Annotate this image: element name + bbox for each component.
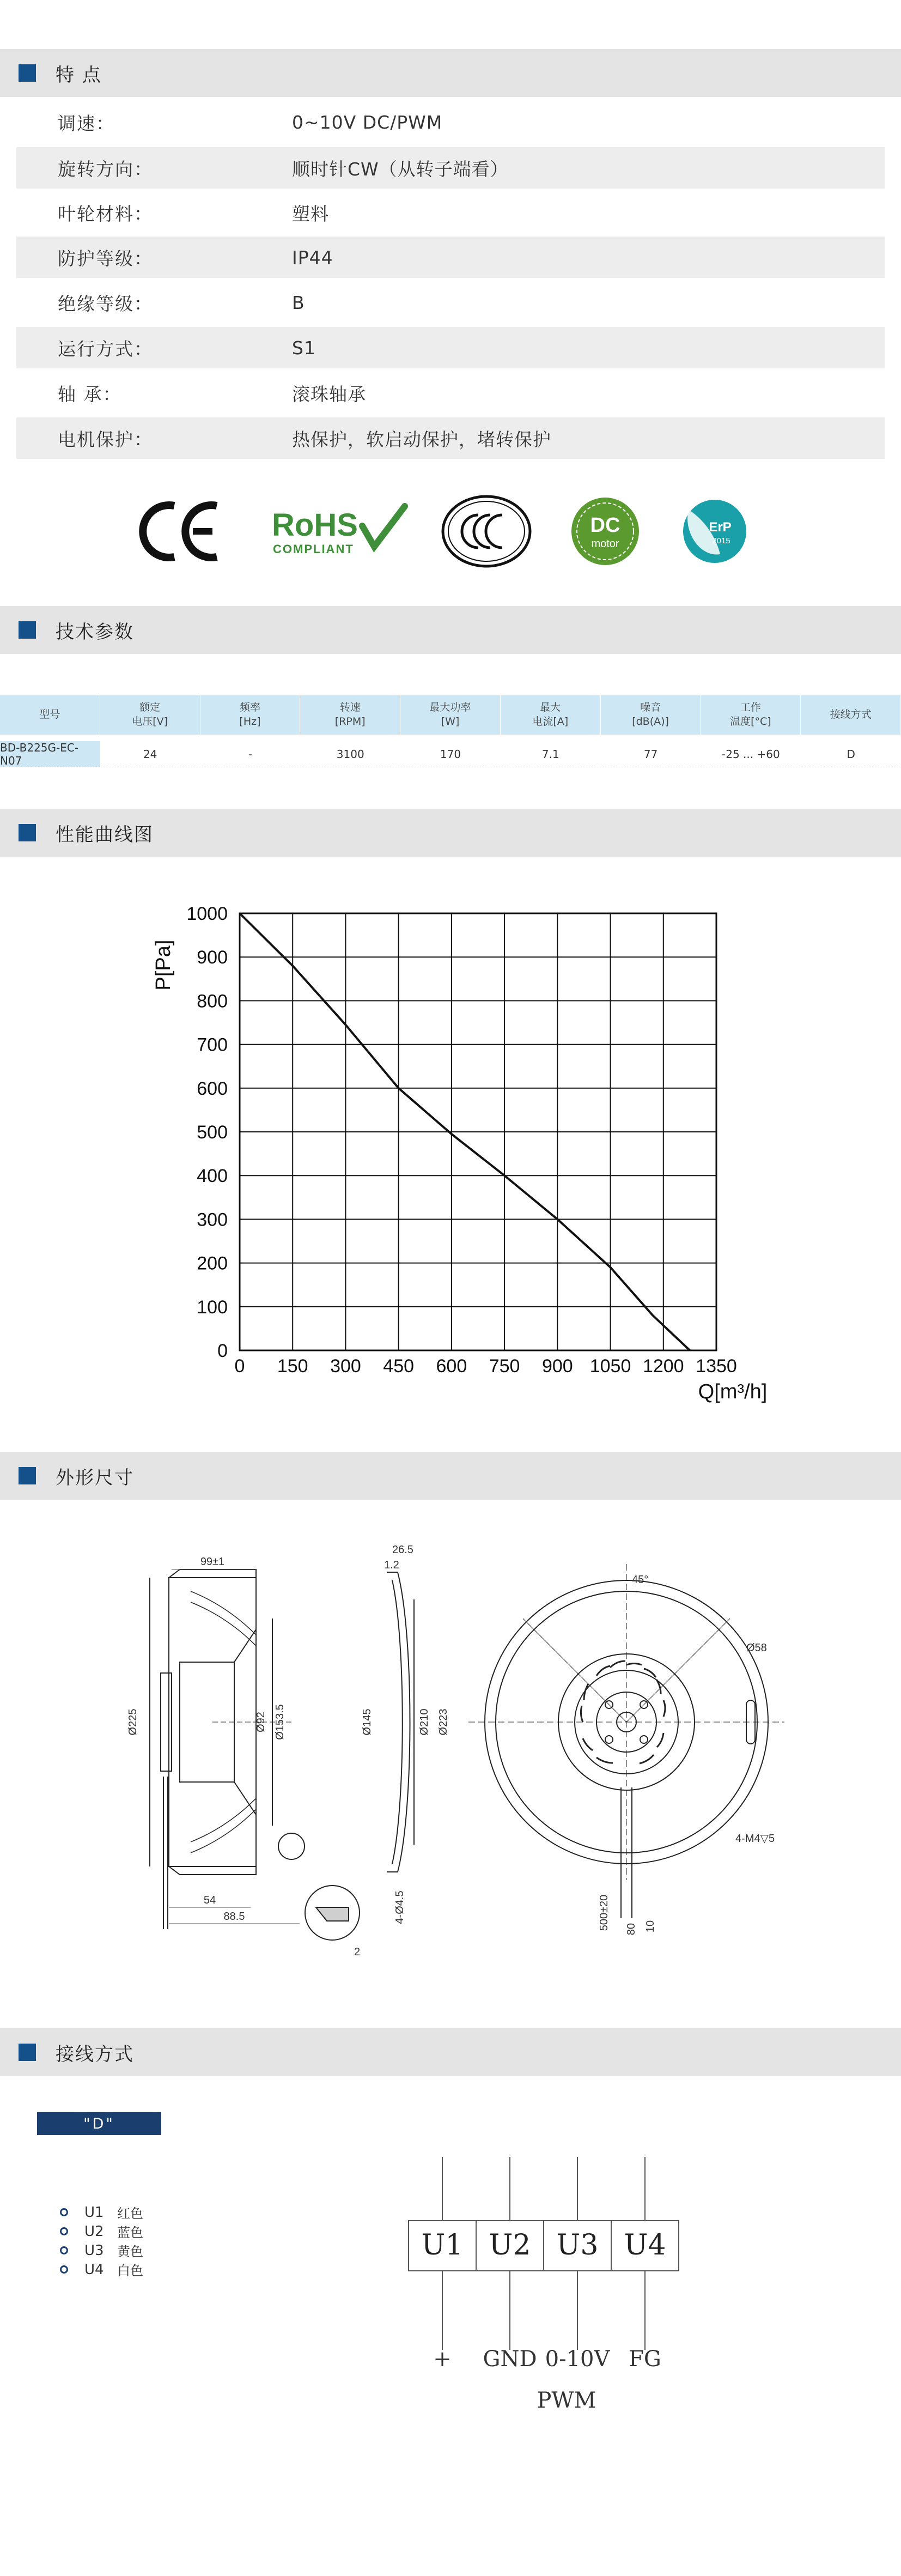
section-marker-icon xyxy=(19,824,36,841)
svg-text:Ø225: Ø225 xyxy=(127,1708,139,1736)
y-tick-label: 900 xyxy=(197,947,228,968)
section-marker-icon xyxy=(19,2044,36,2061)
wire-item xyxy=(60,2241,143,2260)
wiring-type-tag: "D" xyxy=(37,2112,161,2135)
wire-item xyxy=(60,2260,143,2279)
feature-row xyxy=(16,417,885,459)
spec-header-text: 噪音 xyxy=(640,701,661,714)
spec-value-cell: - xyxy=(248,747,253,761)
spec-header-cell xyxy=(801,695,901,735)
spec-header-text: 型号 xyxy=(39,708,60,721)
terminal-label: U4 xyxy=(624,2229,666,2262)
bullet-circle-icon xyxy=(60,2227,68,2235)
x-tick-label: 450 xyxy=(383,1356,415,1377)
feature-label: 叶轮材料： xyxy=(58,203,153,225)
feature-row xyxy=(16,237,885,278)
feature-row xyxy=(16,147,885,189)
svg-text:2: 2 xyxy=(354,1946,361,1958)
feature-value: S1 xyxy=(292,337,316,359)
feature-label: 防护等级： xyxy=(58,247,153,269)
fan-front-view xyxy=(468,1564,784,1918)
spec-value-cell: 170 xyxy=(440,747,461,761)
svg-text:motor: motor xyxy=(591,538,619,550)
svg-text:Ø223: Ø223 xyxy=(437,1708,449,1736)
terminal-label: U3 xyxy=(556,2229,599,2262)
spec-table-row xyxy=(0,741,901,767)
wire-color: 红色 xyxy=(117,2206,143,2221)
feature-row xyxy=(16,372,885,414)
spec-value-cell: 77 xyxy=(643,747,658,761)
signal-label: FG xyxy=(629,2347,661,2372)
detail-view xyxy=(305,1886,360,1940)
spec-value-cell: 7.1 xyxy=(541,747,559,761)
x-tick-label: 150 xyxy=(277,1356,308,1377)
svg-text:1.2: 1.2 xyxy=(384,1559,399,1571)
wire-color: 蓝色 xyxy=(117,2225,143,2240)
pwm-label: PWM xyxy=(537,2388,596,2413)
svg-text:Ø58: Ø58 xyxy=(746,1642,767,1654)
wire-item xyxy=(60,2222,143,2241)
spec-header-cell xyxy=(400,695,501,735)
section-features-header xyxy=(0,49,901,97)
svg-text:COMPLIANT: COMPLIANT xyxy=(273,542,354,556)
section-tech-header xyxy=(0,606,901,654)
spec-value-cell: D xyxy=(847,747,855,761)
spec-header-cell xyxy=(300,695,400,735)
performance-chart xyxy=(125,888,768,1411)
spec-value-cell: 24 xyxy=(143,747,157,761)
x-tick-label: 300 xyxy=(330,1356,361,1377)
feature-value: 滚珠轴承 xyxy=(292,383,366,405)
feature-value: IP44 xyxy=(292,246,333,268)
section-title: 技术参数 xyxy=(56,621,134,643)
y-tick-label: 0 xyxy=(217,1341,228,1361)
feature-row xyxy=(16,192,885,233)
y-tick-label: 100 xyxy=(197,1296,228,1318)
feature-label: 运行方式： xyxy=(58,338,153,360)
spec-header-text: 额定 xyxy=(139,701,161,714)
feature-label: 绝缘等级： xyxy=(58,293,153,314)
svg-text:45°: 45° xyxy=(632,1574,649,1586)
svg-text:DC: DC xyxy=(590,514,620,537)
rohs-logo-icon xyxy=(270,499,411,564)
feature-value: 0~10V DC/PWM xyxy=(292,111,443,133)
spec-header-text: 工作 xyxy=(740,701,761,714)
bullet-circle-icon xyxy=(60,2265,68,2274)
svg-text:Ø210: Ø210 xyxy=(418,1708,430,1736)
x-tick-label: 600 xyxy=(436,1356,467,1377)
spec-header-cell xyxy=(200,695,301,735)
svg-text:10: 10 xyxy=(644,1920,656,1933)
section-title: 外形尺寸 xyxy=(56,1466,134,1489)
svg-text:4-M4▽5: 4-M4▽5 xyxy=(735,1833,775,1845)
spec-header-cell xyxy=(501,695,601,735)
spec-header-text: [W] xyxy=(441,716,460,728)
spec-header-text: [dB(A)] xyxy=(632,716,669,728)
y-tick-label: 200 xyxy=(197,1253,228,1274)
spec-header-cell xyxy=(100,695,200,735)
spec-header-text: 温度[°C] xyxy=(730,716,771,728)
spec-header-cell xyxy=(701,695,801,735)
spec-header-text: 频率 xyxy=(239,701,260,714)
bullet-circle-icon xyxy=(60,2208,68,2216)
spec-header-text: 最大 xyxy=(540,701,561,714)
svg-text:99±1: 99±1 xyxy=(200,1556,225,1568)
svg-text:4-Ø4.5: 4-Ø4.5 xyxy=(394,1890,406,1924)
spec-value-cell: -25 ... +60 xyxy=(722,747,780,761)
svg-text:Ø145: Ø145 xyxy=(361,1708,373,1736)
terminal-diagram xyxy=(403,2153,686,2436)
y-tick-label: 600 xyxy=(197,1078,228,1099)
feature-label: 电机保护： xyxy=(58,428,153,450)
erp-logo-icon xyxy=(678,493,751,567)
spec-table-header xyxy=(0,695,901,735)
section-marker-icon xyxy=(19,1467,36,1484)
ce-label: CE xyxy=(136,490,137,491)
y-tick-label: 500 xyxy=(197,1122,228,1143)
svg-text:54: 54 xyxy=(203,1894,216,1906)
spec-header-text: 电流[A] xyxy=(532,716,569,728)
spec-header-text: 接线方式 xyxy=(830,708,872,721)
x-tick-label: 900 xyxy=(541,1356,573,1377)
feature-row xyxy=(16,282,885,323)
spec-header-text: [RPM] xyxy=(334,716,366,728)
y-tick-label: 400 xyxy=(197,1166,228,1187)
y-tick-label: 700 xyxy=(197,1034,228,1056)
wire-code: U3 xyxy=(84,2242,104,2259)
ccc-logo-icon xyxy=(440,493,533,569)
spec-header-cell xyxy=(601,695,701,735)
spec-header-cell xyxy=(0,695,100,735)
feature-row xyxy=(16,327,885,368)
x-axis-label: Q[m³/h] xyxy=(698,1380,768,1403)
feature-label: 轴 承： xyxy=(58,383,122,405)
section-wiring-header xyxy=(0,2028,901,2076)
feature-row xyxy=(16,101,885,143)
section-marker-icon xyxy=(19,621,36,639)
feature-value: B xyxy=(292,292,305,313)
section-title: 接线方式 xyxy=(56,2043,134,2065)
fan-side-view xyxy=(150,1569,305,1929)
svg-text:88.5: 88.5 xyxy=(223,1911,245,1923)
spec-model-cell: BD-B225G-EC-N07 xyxy=(0,741,100,767)
section-curve-header xyxy=(0,809,901,857)
feature-value: 热保护，软启动保护，堵转保护 xyxy=(292,428,551,450)
section-marker-icon xyxy=(19,64,36,82)
terminal-label: U2 xyxy=(489,2229,531,2262)
svg-text:Ø92: Ø92 xyxy=(255,1712,267,1732)
wire-code: U1 xyxy=(84,2204,104,2221)
spec-header-text: 转速 xyxy=(339,701,361,714)
wire-code: U4 xyxy=(84,2261,104,2278)
x-tick-label: 1050 xyxy=(589,1356,631,1377)
svg-text:ErP: ErP xyxy=(709,520,732,535)
feature-value: 塑料 xyxy=(292,203,329,225)
spec-header-text: [Hz] xyxy=(239,716,261,728)
dimension-drawing xyxy=(109,1537,817,1984)
x-tick-label: 1200 xyxy=(642,1356,684,1377)
y-tick-label: 800 xyxy=(197,991,228,1012)
section-title: 特 点 xyxy=(56,64,102,86)
dc-motor-logo-icon xyxy=(570,496,641,567)
spec-header-text: 电压[V] xyxy=(132,716,168,728)
impeller-blades xyxy=(581,1661,665,1763)
wire-color: 白色 xyxy=(117,2263,143,2278)
spec-value-cell: 3100 xyxy=(336,747,364,761)
svg-text:2015: 2015 xyxy=(712,536,730,545)
x-tick-label: 750 xyxy=(489,1356,520,1377)
signal-label: GND xyxy=(483,2347,537,2372)
x-tick-label: 0 xyxy=(234,1356,245,1377)
signal-label: + xyxy=(433,2347,452,2372)
fan-profile-view xyxy=(387,1572,414,1872)
svg-text:CCC: CCC xyxy=(440,493,442,494)
y-axis-label: P[Pa] xyxy=(152,940,175,991)
svg-text:RoHS: RoHS xyxy=(272,507,358,543)
svg-text:Ø153.5: Ø153.5 xyxy=(274,1704,286,1740)
x-tick-label: 1350 xyxy=(696,1356,737,1377)
svg-text:26.5: 26.5 xyxy=(392,1544,413,1556)
ce-mark-icon xyxy=(136,490,223,572)
wire-item xyxy=(60,2203,143,2222)
feature-value: 顺时针CW（从转子端看） xyxy=(292,158,509,180)
bullet-circle-icon xyxy=(60,2246,68,2254)
feature-label: 调速： xyxy=(58,112,115,134)
y-tick-label: 300 xyxy=(197,1209,228,1231)
wire-color: 黄色 xyxy=(117,2244,143,2259)
terminal-label: U1 xyxy=(421,2229,464,2262)
signal-label: 0-10V xyxy=(545,2347,610,2372)
section-title: 性能曲线图 xyxy=(56,823,154,846)
svg-text:80: 80 xyxy=(625,1923,637,1936)
spec-header-text: 最大功率 xyxy=(429,701,471,714)
section-dims-header xyxy=(0,1452,901,1500)
wire-code: U2 xyxy=(84,2223,104,2240)
feature-label: 旋转方向： xyxy=(58,158,153,180)
svg-text:500±20: 500±20 xyxy=(598,1894,610,1931)
y-tick-label: 1000 xyxy=(186,904,228,924)
